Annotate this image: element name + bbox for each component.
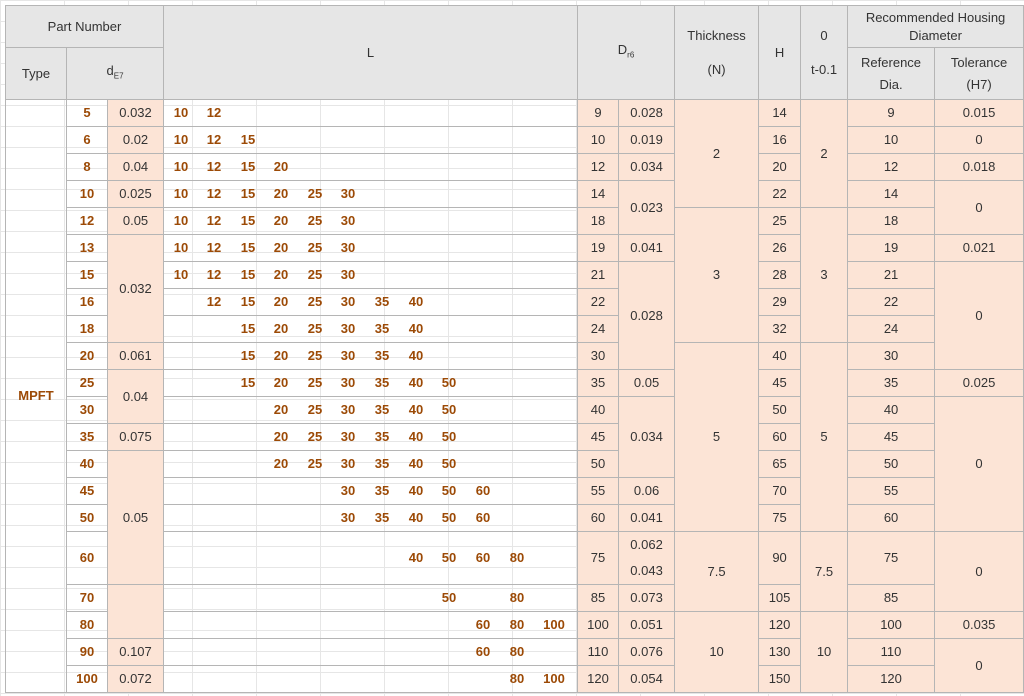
length-option: 20 bbox=[273, 456, 289, 471]
length-option: 40 bbox=[408, 402, 424, 417]
height-cell: 14 bbox=[759, 100, 801, 127]
h-header: H bbox=[759, 6, 801, 100]
l-header: L bbox=[164, 6, 578, 100]
length-option: 100 bbox=[543, 671, 565, 686]
tolerance-cell: 0.035 bbox=[935, 612, 1024, 639]
mpft-spec-table bbox=[5, 5, 1024, 693]
reference-dia-cell: 18 bbox=[848, 208, 935, 235]
height-cell: 60 bbox=[759, 424, 801, 451]
length-options-cell bbox=[164, 262, 578, 289]
height-cell: 26 bbox=[759, 235, 801, 262]
height-cell: 105 bbox=[759, 585, 801, 612]
length-option: 35 bbox=[374, 429, 390, 444]
length-option: 10 bbox=[173, 132, 189, 147]
d-tolerance-cell: 0.075 bbox=[108, 424, 164, 451]
height-cell: 32 bbox=[759, 316, 801, 343]
table-row bbox=[6, 370, 1024, 397]
reference-dia-cell: 50 bbox=[848, 451, 935, 478]
length-options-cell bbox=[164, 478, 578, 505]
length-options-cell bbox=[164, 585, 578, 612]
part-number-cell: 100 bbox=[67, 666, 108, 693]
table-row bbox=[6, 181, 1024, 208]
length-option: 20 bbox=[273, 348, 289, 363]
height-cell: 25 bbox=[759, 208, 801, 235]
length-option: 50 bbox=[441, 510, 457, 525]
height-cell: 70 bbox=[759, 478, 801, 505]
outer-diameter-cell: 22 bbox=[578, 289, 619, 316]
length-option: 40 bbox=[408, 348, 424, 363]
length-option: 10 bbox=[173, 159, 189, 174]
length-option: 60 bbox=[475, 644, 491, 659]
length-option: 25 bbox=[307, 240, 323, 255]
thickness-cell: 2 bbox=[675, 100, 759, 208]
t-cell: 7.5 bbox=[801, 532, 848, 612]
reference-dia-cell: 110 bbox=[848, 639, 935, 666]
t-header: 0 t-0.1 bbox=[801, 6, 848, 100]
tolerance-cell: 0 bbox=[935, 397, 1024, 532]
length-options-cell bbox=[164, 532, 578, 585]
height-cell: 120 bbox=[759, 612, 801, 639]
t-cell: 3 bbox=[801, 208, 848, 343]
d-tolerance-cell: 0.025 bbox=[108, 181, 164, 208]
length-option: 12 bbox=[206, 105, 222, 120]
d-tolerance-cell bbox=[108, 585, 164, 639]
reference-dia-cell: 22 bbox=[848, 289, 935, 316]
table-row bbox=[6, 585, 1024, 612]
length-option: 100 bbox=[543, 617, 565, 632]
d-r6-tolerance-cell: 0.041 bbox=[619, 505, 675, 532]
height-cell: 75 bbox=[759, 505, 801, 532]
height-cell: 130 bbox=[759, 639, 801, 666]
thickness-cell: 5 bbox=[675, 343, 759, 532]
outer-diameter-cell: 55 bbox=[578, 478, 619, 505]
length-options-cell bbox=[164, 181, 578, 208]
outer-diameter-cell: 85 bbox=[578, 585, 619, 612]
length-option: 20 bbox=[273, 159, 289, 174]
part-number-cell: 12 bbox=[67, 208, 108, 235]
outer-diameter-cell: 35 bbox=[578, 370, 619, 397]
d-r6-tolerance-upper: 0.062 bbox=[630, 537, 663, 552]
length-option: 30 bbox=[340, 429, 356, 444]
d-tolerance-cell: 0.072 bbox=[108, 666, 164, 693]
part-number-cell: 15 bbox=[67, 262, 108, 289]
length-options-cell bbox=[164, 666, 578, 693]
t-cell: 10 bbox=[801, 612, 848, 693]
length-option: 12 bbox=[206, 213, 222, 228]
length-option: 30 bbox=[340, 510, 356, 525]
length-option: 20 bbox=[273, 186, 289, 201]
thickness-header: Thickness (N) bbox=[675, 6, 759, 100]
d-r6-tolerance-lower: 0.043 bbox=[630, 563, 663, 578]
length-option: 15 bbox=[240, 267, 256, 282]
d-r6-tolerance-cell: 0.034 bbox=[619, 397, 675, 478]
table-row bbox=[6, 666, 1024, 693]
length-option: 50 bbox=[441, 590, 457, 605]
d-tolerance-cell: 0.107 bbox=[108, 639, 164, 666]
length-option: 50 bbox=[441, 375, 457, 390]
length-option: 25 bbox=[307, 186, 323, 201]
table-row bbox=[6, 127, 1024, 154]
length-option: 60 bbox=[475, 550, 491, 565]
length-option: 12 bbox=[206, 186, 222, 201]
outer-diameter-cell: 18 bbox=[578, 208, 619, 235]
table-row bbox=[6, 639, 1024, 666]
reference-dia-cell: 75 bbox=[848, 532, 935, 585]
reference-dia-cell: 45 bbox=[848, 424, 935, 451]
tolerance-h7-header: Tolerance (H7) bbox=[935, 48, 1024, 100]
outer-diameter-cell: 120 bbox=[578, 666, 619, 693]
type-header: Type bbox=[6, 48, 67, 100]
d-tolerance-cell: 0.061 bbox=[108, 343, 164, 370]
length-option: 40 bbox=[408, 483, 424, 498]
d-r6-tolerance-cell: 0.051 bbox=[619, 612, 675, 639]
length-option: 20 bbox=[273, 375, 289, 390]
length-option: 15 bbox=[240, 213, 256, 228]
length-options-cell bbox=[164, 316, 578, 343]
length-option: 20 bbox=[273, 429, 289, 444]
part-number-cell: 30 bbox=[67, 397, 108, 424]
length-option: 40 bbox=[408, 375, 424, 390]
d-r6-header: $D_{r6}$ bbox=[578, 6, 675, 100]
length-option: 15 bbox=[240, 294, 256, 309]
height-cell: 20 bbox=[759, 154, 801, 181]
height-cell: 150 bbox=[759, 666, 801, 693]
part-number-cell: 90 bbox=[67, 639, 108, 666]
length-option: 80 bbox=[509, 590, 525, 605]
length-option: 40 bbox=[408, 321, 424, 336]
tolerance-cell: 0 bbox=[935, 127, 1024, 154]
length-option: 50 bbox=[441, 402, 457, 417]
outer-diameter-cell: 21 bbox=[578, 262, 619, 289]
thickness-cell: 10 bbox=[675, 612, 759, 693]
length-options-cell bbox=[164, 505, 578, 532]
table-row bbox=[6, 235, 1024, 262]
reference-dia-cell: 14 bbox=[848, 181, 935, 208]
length-option: 35 bbox=[374, 510, 390, 525]
reference-dia-cell: 30 bbox=[848, 343, 935, 370]
height-cell: 28 bbox=[759, 262, 801, 289]
length-option: 15 bbox=[240, 321, 256, 336]
part-number-header: Part Number bbox=[6, 6, 164, 48]
length-option: 12 bbox=[206, 240, 222, 255]
tolerance-cell: 0.021 bbox=[935, 235, 1024, 262]
d-r6-tolerance-cell: 0.041 bbox=[619, 235, 675, 262]
length-option: 50 bbox=[441, 483, 457, 498]
length-option: 40 bbox=[408, 510, 424, 525]
outer-diameter-cell: 110 bbox=[578, 639, 619, 666]
tolerance-cell: 0 bbox=[935, 639, 1024, 693]
length-option: 30 bbox=[340, 321, 356, 336]
d-r6-tolerance-cell: 0.054 bbox=[619, 666, 675, 693]
outer-diameter-cell: 100 bbox=[578, 612, 619, 639]
table-row bbox=[6, 208, 1024, 235]
tolerance-cell: 0.018 bbox=[935, 154, 1024, 181]
length-option: 25 bbox=[307, 456, 323, 471]
length-option: 25 bbox=[307, 213, 323, 228]
outer-diameter-cell: 12 bbox=[578, 154, 619, 181]
length-option: 25 bbox=[307, 294, 323, 309]
table-row bbox=[6, 451, 1024, 478]
length-options-cell bbox=[164, 289, 578, 316]
length-options-cell bbox=[164, 154, 578, 181]
reference-dia-cell: 60 bbox=[848, 505, 935, 532]
height-cell: 29 bbox=[759, 289, 801, 316]
height-cell: 16 bbox=[759, 127, 801, 154]
outer-diameter-cell: 50 bbox=[578, 451, 619, 478]
length-option: 40 bbox=[408, 294, 424, 309]
length-options-cell bbox=[164, 424, 578, 451]
length-option: 15 bbox=[240, 186, 256, 201]
reference-dia-cell: 55 bbox=[848, 478, 935, 505]
length-option: 15 bbox=[240, 240, 256, 255]
length-option: 10 bbox=[173, 213, 189, 228]
tolerance-cell: 0 bbox=[935, 181, 1024, 235]
height-cell: 50 bbox=[759, 397, 801, 424]
length-option: 30 bbox=[340, 186, 356, 201]
length-option: 25 bbox=[307, 429, 323, 444]
d-tolerance-cell: 0.05 bbox=[108, 451, 164, 585]
length-option: 50 bbox=[441, 550, 457, 565]
length-option: 10 bbox=[173, 186, 189, 201]
length-option: 12 bbox=[206, 267, 222, 282]
reference-dia-cell: 12 bbox=[848, 154, 935, 181]
length-option: 30 bbox=[340, 402, 356, 417]
length-option: 25 bbox=[307, 402, 323, 417]
table-row bbox=[6, 100, 1024, 127]
length-option: 20 bbox=[273, 213, 289, 228]
d-tolerance-cell: 0.02 bbox=[108, 127, 164, 154]
outer-diameter-cell: 30 bbox=[578, 343, 619, 370]
part-number-cell: 10 bbox=[67, 181, 108, 208]
d-tolerance-cell: 0.032 bbox=[108, 100, 164, 127]
length-option: 40 bbox=[408, 456, 424, 471]
outer-diameter-cell: 40 bbox=[578, 397, 619, 424]
part-number-cell: 40 bbox=[67, 451, 108, 478]
length-option: 10 bbox=[173, 240, 189, 255]
length-option: 30 bbox=[340, 294, 356, 309]
d-r6-tolerance-cell: 0.06 bbox=[619, 478, 675, 505]
length-option: 15 bbox=[240, 159, 256, 174]
part-number-cell: 80 bbox=[67, 612, 108, 639]
reference-dia-cell: 24 bbox=[848, 316, 935, 343]
length-option: 30 bbox=[340, 213, 356, 228]
reference-dia-cell: 21 bbox=[848, 262, 935, 289]
d-r6-tolerance-cell: 0.019 bbox=[619, 127, 675, 154]
recommended-housing-header: Recommended Housing Diameter bbox=[848, 6, 1024, 48]
d-r6-tolerance-cell: 0.028 bbox=[619, 262, 675, 370]
length-option: 80 bbox=[509, 617, 525, 632]
length-option: 25 bbox=[307, 267, 323, 282]
length-option: 15 bbox=[240, 375, 256, 390]
reference-dia-cell: 35 bbox=[848, 370, 935, 397]
d-e7-header: $d_{E7}$ bbox=[67, 48, 164, 100]
length-options-cell bbox=[164, 451, 578, 478]
reference-dia-cell: 40 bbox=[848, 397, 935, 424]
t-cell: 2 bbox=[801, 100, 848, 208]
part-number-cell: 45 bbox=[67, 478, 108, 505]
d-r6-tolerance-cell: 0.028 bbox=[619, 100, 675, 127]
d-tolerance-cell: 0.05 bbox=[108, 208, 164, 235]
height-cell: 40 bbox=[759, 343, 801, 370]
table-row bbox=[6, 424, 1024, 451]
length-option: 30 bbox=[340, 348, 356, 363]
length-options-cell bbox=[164, 208, 578, 235]
reference-dia-header: Reference Dia. bbox=[848, 48, 935, 100]
length-options-cell bbox=[164, 397, 578, 424]
height-cell: 22 bbox=[759, 181, 801, 208]
part-number-cell: 50 bbox=[67, 505, 108, 532]
reference-dia-cell: 19 bbox=[848, 235, 935, 262]
length-options-cell bbox=[164, 639, 578, 666]
t-cell: 5 bbox=[801, 343, 848, 532]
d-r6-tolerance-cell: 0.076 bbox=[619, 639, 675, 666]
length-option: 35 bbox=[374, 375, 390, 390]
part-number-cell: 18 bbox=[67, 316, 108, 343]
thickness-cell: 7.5 bbox=[675, 532, 759, 612]
length-option: 30 bbox=[340, 240, 356, 255]
reference-dia-cell: 100 bbox=[848, 612, 935, 639]
length-option: 60 bbox=[475, 617, 491, 632]
part-number-cell: 25 bbox=[67, 370, 108, 397]
type-cell: MPFT bbox=[6, 100, 67, 693]
length-option: 20 bbox=[273, 402, 289, 417]
height-cell: 90 bbox=[759, 532, 801, 585]
part-number-cell: 20 bbox=[67, 343, 108, 370]
d-tolerance-cell: 0.04 bbox=[108, 370, 164, 424]
outer-diameter-cell: 19 bbox=[578, 235, 619, 262]
outer-diameter-cell: 10 bbox=[578, 127, 619, 154]
outer-diameter-cell: 9 bbox=[578, 100, 619, 127]
length-option: 10 bbox=[173, 267, 189, 282]
part-number-cell: 8 bbox=[67, 154, 108, 181]
length-option: 30 bbox=[340, 267, 356, 282]
length-options-cell bbox=[164, 612, 578, 639]
length-option: 15 bbox=[240, 348, 256, 363]
part-number-cell: 5 bbox=[67, 100, 108, 127]
tolerance-cell: 0.015 bbox=[935, 100, 1024, 127]
part-number-cell: 6 bbox=[67, 127, 108, 154]
tolerance-cell: 0 bbox=[935, 532, 1024, 612]
length-option: 35 bbox=[374, 348, 390, 363]
part-number-cell: 60 bbox=[67, 532, 108, 585]
length-option: 80 bbox=[509, 671, 525, 686]
length-option: 60 bbox=[475, 510, 491, 525]
length-option: 40 bbox=[408, 550, 424, 565]
length-option: 30 bbox=[340, 456, 356, 471]
d-tolerance-cell: 0.032 bbox=[108, 235, 164, 343]
length-option: 35 bbox=[374, 402, 390, 417]
height-cell: 65 bbox=[759, 451, 801, 478]
table-row bbox=[6, 154, 1024, 181]
length-option: 20 bbox=[273, 321, 289, 336]
length-option: 20 bbox=[273, 267, 289, 282]
reference-dia-cell: 9 bbox=[848, 100, 935, 127]
d-r6-tolerance-cell: 0.073 bbox=[619, 585, 675, 612]
length-option: 80 bbox=[509, 550, 525, 565]
tolerance-cell: 0 bbox=[935, 262, 1024, 370]
length-option: 15 bbox=[240, 132, 256, 147]
length-option: 12 bbox=[206, 294, 222, 309]
length-option: 60 bbox=[475, 483, 491, 498]
length-option: 20 bbox=[273, 240, 289, 255]
part-number-cell: 16 bbox=[67, 289, 108, 316]
length-option: 80 bbox=[509, 644, 525, 659]
reference-dia-cell: 85 bbox=[848, 585, 935, 612]
part-number-cell: 35 bbox=[67, 424, 108, 451]
length-option: 25 bbox=[307, 375, 323, 390]
reference-dia-cell: 120 bbox=[848, 666, 935, 693]
outer-diameter-cell: 60 bbox=[578, 505, 619, 532]
length-option: 30 bbox=[340, 483, 356, 498]
length-options-cell bbox=[164, 370, 578, 397]
length-option: 35 bbox=[374, 456, 390, 471]
length-option: 25 bbox=[307, 348, 323, 363]
length-option: 35 bbox=[374, 483, 390, 498]
d-r6-tolerance-cell: 0.023 bbox=[619, 181, 675, 235]
length-options-cell bbox=[164, 235, 578, 262]
length-option: 25 bbox=[307, 321, 323, 336]
length-options-cell bbox=[164, 127, 578, 154]
length-option: 50 bbox=[441, 456, 457, 471]
d-tolerance-cell: 0.04 bbox=[108, 154, 164, 181]
d-r6-tolerance-cell bbox=[619, 532, 675, 585]
table-row bbox=[6, 343, 1024, 370]
outer-diameter-cell: 75 bbox=[578, 532, 619, 585]
length-option: 30 bbox=[340, 375, 356, 390]
length-option: 12 bbox=[206, 159, 222, 174]
outer-diameter-cell: 45 bbox=[578, 424, 619, 451]
length-option: 20 bbox=[273, 294, 289, 309]
length-option: 10 bbox=[173, 105, 189, 120]
part-number-cell: 13 bbox=[67, 235, 108, 262]
length-option: 35 bbox=[374, 294, 390, 309]
tolerance-cell: 0.025 bbox=[935, 370, 1024, 397]
d-r6-tolerance-cell: 0.034 bbox=[619, 154, 675, 181]
length-options-cell bbox=[164, 343, 578, 370]
height-cell: 45 bbox=[759, 370, 801, 397]
length-option: 35 bbox=[374, 321, 390, 336]
part-number-cell: 70 bbox=[67, 585, 108, 612]
d-r6-tolerance-cell: 0.05 bbox=[619, 370, 675, 397]
length-options-cell bbox=[164, 100, 578, 127]
outer-diameter-cell: 24 bbox=[578, 316, 619, 343]
length-option: 12 bbox=[206, 132, 222, 147]
length-option: 50 bbox=[441, 429, 457, 444]
length-option: 40 bbox=[408, 429, 424, 444]
outer-diameter-cell: 14 bbox=[578, 181, 619, 208]
reference-dia-cell: 10 bbox=[848, 127, 935, 154]
thickness-cell: 3 bbox=[675, 208, 759, 343]
